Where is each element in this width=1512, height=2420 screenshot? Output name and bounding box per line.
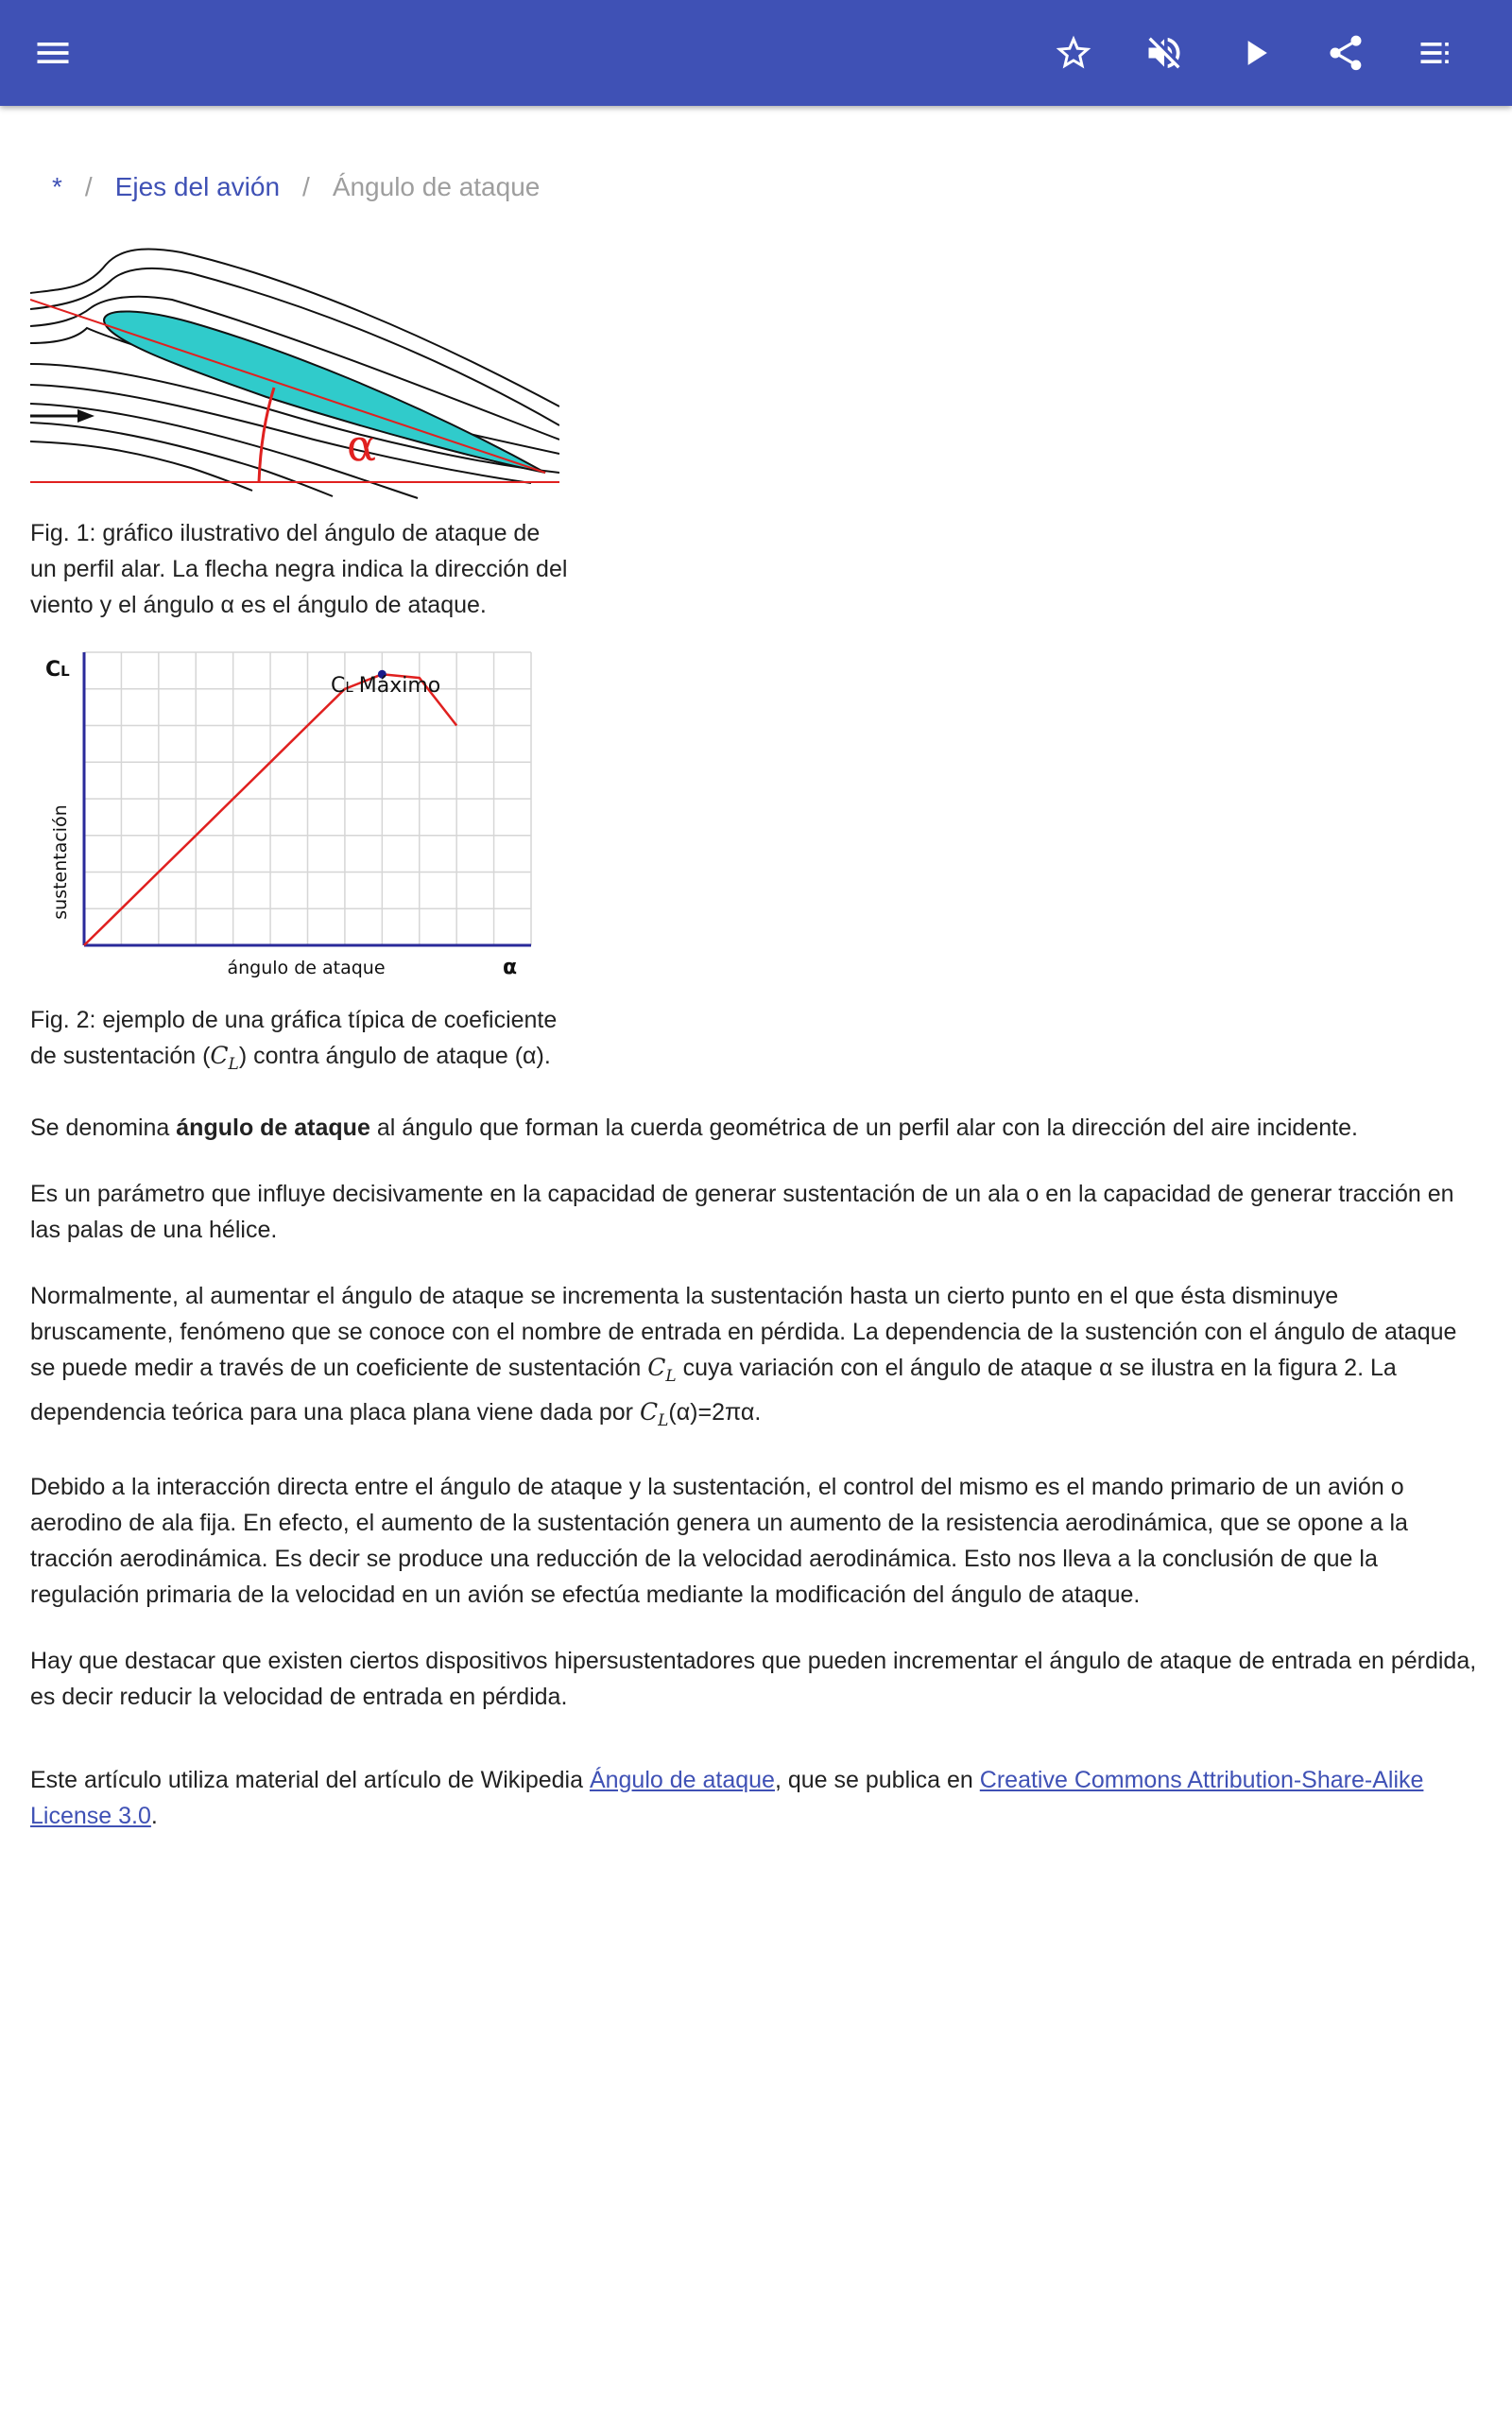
star-icon (1053, 32, 1094, 74)
volume-off-icon (1143, 32, 1185, 74)
lift-chart (30, 643, 559, 993)
play-button[interactable] (1223, 21, 1287, 85)
article-body (30, 1110, 1486, 1745)
playlist-icon (1416, 32, 1457, 74)
menu-button[interactable] (21, 21, 85, 85)
x-axis-label: ángulo de ataque (227, 958, 386, 978)
license-link[interactable]: Creative Commons Attribution-Share-Alike License 3.0 (30, 1767, 1424, 1829)
bold-term: ángulo de ataque (176, 1115, 370, 1141)
favorite-button[interactable] (1041, 21, 1106, 85)
breadcrumb-current: Ángulo de ataque (332, 172, 541, 201)
math-cl: $C_L$ (639, 1398, 669, 1430)
breadcrumb-parent[interactable]: Ejes del avión (114, 172, 281, 201)
math-cl: $C_L$ (210, 1042, 239, 1074)
paragraph: Hay que destacar que existen ciertos dispositivos hipersustentadores que pueden incrementar el ángulo de ataque de entrada en pérdida, es decir reducir la velocidad de entrada en pérdida. (30, 1648, 1477, 1710)
contents-button[interactable] (1404, 21, 1469, 85)
mute-button[interactable] (1132, 21, 1196, 85)
paragraph: Debido a la interacción directa entre el ángulo de ataque y la sustentación, el control del mismo es el mando primario de un avión o aerodino de ala fija. En efecto, el aumento de la sustentación genera un aumento de la resistencia aerodinámica, que se opone a la tracción aerodinámica. Es decir se produce una reducción de la velocidad aerodinámica. Esto nos lleva a la conclusión de que la regulación primaria de la velocidad en un avión se efectúa mediante la modificación del ángulo de ataque. (30, 1474, 1408, 1608)
figure-lift-chart (30, 643, 559, 993)
math-cl: $C_L$ (647, 1354, 677, 1386)
wind-arrow-icon (30, 409, 94, 423)
wikipedia-article-link[interactable]: Ángulo de ataque (589, 1767, 775, 1793)
play-icon (1234, 32, 1276, 74)
breadcrumb-separator: / (302, 172, 310, 201)
chart-grid (84, 652, 531, 945)
paragraph: Se denomina ángulo de ataque al ángulo que forman la cuerda geométrica de un perfil alar con la dirección del aire incidente. (30, 1115, 1358, 1141)
menu-icon (32, 32, 74, 74)
figure-1-caption: Fig. 1: gráfico ilustrativo del ángulo de ataque de un perfil alar. La flecha negra indica la dirección del viento y el ángulo α es el ángulo de ataque. (30, 520, 568, 618)
caption-text: ) contra ángulo de ataque (α). (238, 1043, 551, 1069)
breadcrumb (52, 166, 540, 208)
share-icon (1325, 32, 1366, 74)
max-label: CL Máximo (331, 674, 441, 698)
alpha-label: α (347, 420, 377, 471)
breadcrumb-separator: / (84, 172, 93, 201)
paragraph: Normalmente, al aumentar el ángulo de ataque se incrementa la sustentación hasta un cierto punto en el que ésta disminuye bruscamente, fenómeno que se conoce con el nombre de entrada en pérdida. La dependencia de la sustención con el ángulo de ataque se puede medir a través de un coeficiente de sustentación $C_L$ cuya variación con el ángulo de ataque α se ilustra en la figura 2. La dependencia teórica para una placa plana viene dada por $C_L(\alpha)=2\pi\alpha$. (30, 1283, 1457, 1430)
paragraph: Es un parámetro que influye decisivamente en la capacidad de generar sustentación de un ala o en la capacidad de generar tracción en las palas de una hélice. (30, 1181, 1454, 1243)
x-axis-symbol: α (503, 956, 518, 979)
airfoil-diagram (30, 241, 559, 506)
caption-text: Fig. 2: ejemplo de una gráfica típica de coeficiente de sustentación ( (30, 1007, 558, 1069)
app-bar (0, 0, 1512, 106)
figure-2-caption (30, 1002, 569, 1082)
share-button[interactable] (1314, 21, 1378, 85)
figure-airfoil (30, 241, 559, 506)
breadcrumb-home[interactable]: * (52, 172, 62, 201)
y-axis-label: sustentación (50, 804, 71, 920)
y-axis-symbol: CL (45, 658, 70, 682)
attribution: Este artículo utiliza material del artículo de Wikipedia Ángulo de ataque, que se publica en Creative Commons Attribution-Share-Alike License 3.0. (30, 1767, 1424, 1829)
